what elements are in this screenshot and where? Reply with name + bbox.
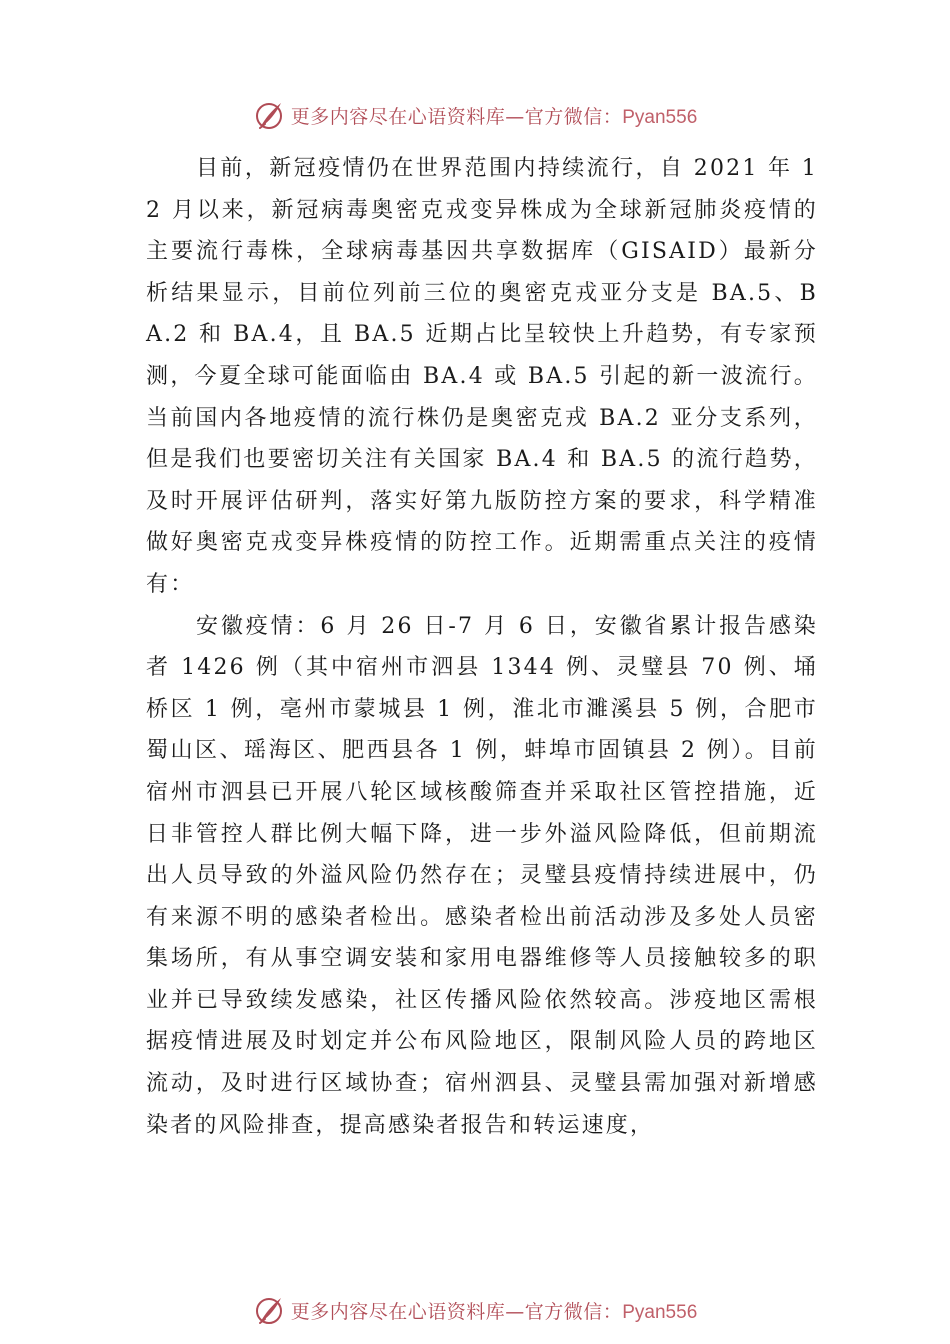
quill-logo-icon xyxy=(253,1294,285,1326)
header-watermark xyxy=(0,95,950,135)
watermark-text xyxy=(291,1297,698,1324)
watermark-dash: — xyxy=(505,1300,525,1323)
quill-logo-icon xyxy=(253,99,285,131)
watermark-title: 更多内容尽在心语资料库 xyxy=(290,105,506,128)
watermark-title: 更多内容尽在心语资料库 xyxy=(290,1300,506,1323)
paragraph-anhui: 安徽疫情：6 月 26 日-7 月 6 日，安徽省累计报告感染者 1426 例（其中宿州市泗县 1344 例、灵璧县 70 例、埇桥区 1 例，亳州市蒙城县 1 例，淮北市濉溪县 5 例，合肥市蜀山区、瑶海区、肥西县各 1 例，蚌埠市固镇县 2 例）。目前宿州市泗县已开展八轮区域核酸筛查并采取社区管控措施，近日非管控人群比例大幅下降，进一步外溢风险降低，但前期流出人员导致的外溢风险仍然存在；灵璧县疫情持续进展中，仍有来源不明的感染者检出。感染者检出前活动涉及多处人员密集场所，有从事空调安装和家用电器维修等人员接触较多的职业并已导致续发感染，社区传播风险依然较高。涉疫地区需根据疫情进展及时划定并公布风险地区，限制风险人员的跨地区流动，及时进行区域协查；宿州泗县、灵璧县需加强对新增感染者的风险排查，提高感染者报告和转运速度， xyxy=(146,613,818,1138)
document-body xyxy=(146,148,818,1146)
footer-watermark xyxy=(0,1290,950,1330)
paragraph-overview: 目前，新冠疫情仍在世界范围内持续流行，自 2021 年 12 月以来，新冠病毒奥密克戎变异株成为全球新冠肺炎疫情的主要流行毒株，全球病毒基因共享数据库（GISAID）最新分析结果显示，目前位列前三位的奥密克戎亚分支是 BA.5、BA.2 和 BA.4，且 BA.5 近期占比呈较快上升趋势，有专家预测，今夏全球可能面临由 BA.4 或 BA.5 引起的新一波流行。当前国内各地疫情的流行株仍是奥密克戎 BA.2 亚分支系列，但是我们也要密切关注有关国家 BA.4 和 BA.5 的流行趋势，及时开展评估研判，落实好第九版防控方案的要求，科学精准做好奥密克戎变异株疫情的防控工作。近期需重点关注的疫情有： xyxy=(146,156,818,597)
watermark-account: Pyan556 xyxy=(622,1301,698,1323)
watermark-wechat-label: 官方微信： xyxy=(524,1300,623,1323)
watermark-text xyxy=(291,102,698,129)
watermark-account: Pyan556 xyxy=(622,106,698,128)
watermark-wechat-label: 官方微信： xyxy=(524,105,623,128)
watermark-dash: — xyxy=(505,105,525,128)
